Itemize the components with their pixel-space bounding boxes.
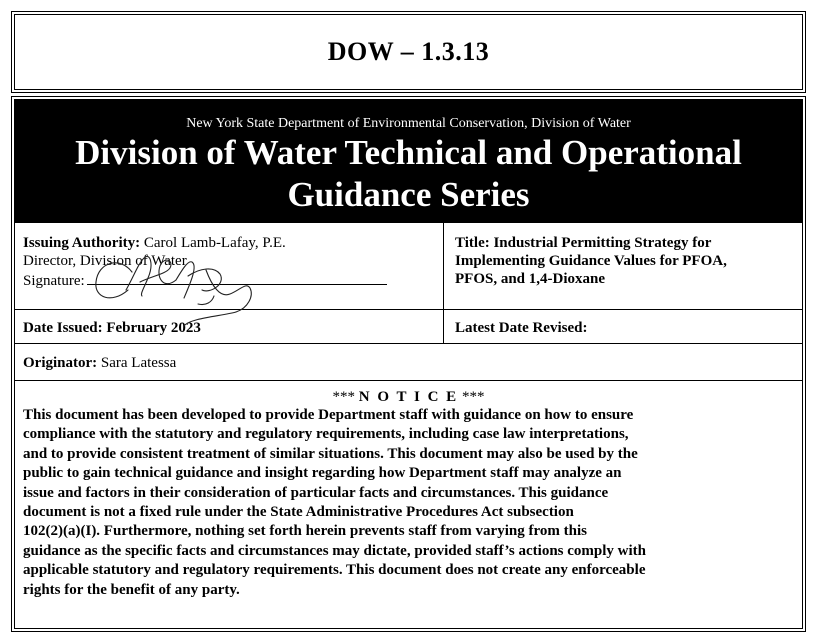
guidance-header-table — [11, 96, 806, 632]
title-line1: Title: Industrial Permitting Strategy for — [455, 235, 712, 251]
notice-section — [15, 380, 802, 628]
notice-line: public to gain technical guidance and insight regarding how Department staff may analyze an — [23, 465, 622, 482]
series-banner — [15, 100, 802, 223]
notice-line: guidance as the specific facts and circumstances may dictate, provided staff’s actions comply with — [23, 542, 647, 559]
notice-line: and to provide consistent treatment of similar situations. This document may also be used by the — [23, 445, 638, 462]
notice-word: N O T I C E — [358, 389, 459, 405]
notice-stars-left: *** — [332, 389, 356, 405]
title-line2: Implementing Guidance Values for PFOA, — [455, 253, 727, 269]
notice-body — [15, 406, 802, 600]
originator-label: Originator: — [23, 355, 98, 371]
originator-cell — [15, 344, 802, 380]
originator-row — [15, 343, 802, 380]
notice-line: applicable statutory and regulatory requirements. This document does not create any enforceable — [23, 562, 646, 579]
notice-stars-right: *** — [461, 389, 485, 405]
notice-line: rights for the benefit of any party. — [23, 581, 240, 598]
document-code: DOW – 1.3.13 — [327, 37, 490, 66]
notice-line: compliance with the statutory and regulatory requirements, including case law interpretations, — [23, 426, 629, 443]
title-cell — [444, 223, 802, 309]
handwritten-signature — [80, 246, 280, 330]
title-line3: PFOS, and 1,4-Dioxane — [455, 271, 606, 287]
series-title-line2: Guidance Series — [287, 175, 530, 214]
signature-label: Signature: — [23, 273, 85, 289]
latest-date-revised: Latest Date Revised: — [455, 320, 588, 336]
issuing-authority-name: Carol Lamb-Lafay, P.E. — [143, 235, 286, 251]
notice-line: issue and factors in their consideration of particular facts and circumstances. This guidance — [23, 484, 609, 501]
originator-name: Sara Latessa — [100, 355, 177, 371]
notice-line: 102(2)(a)(I). Furthermore, nothing set forth herein prevents staff from varying from this — [23, 523, 587, 540]
series-title-line1: Division of Water Technical and Operational — [75, 133, 742, 172]
issuing-authority-role: Director, Division of Water — [23, 253, 187, 269]
series-title — [15, 132, 802, 216]
notice-line: document is not a fixed rule under the State Administrative Procedures Act subsection — [23, 504, 574, 521]
notice-heading — [15, 389, 802, 406]
issuing-authority-label: Issuing Authority: — [23, 235, 141, 251]
date-issued: Date Issued: February 2023 — [23, 320, 201, 336]
notice-line: This document has been developed to provide Department staff with guidance on how to ensure — [23, 407, 634, 423]
document-code-box — [11, 11, 806, 93]
department-name: New York State Department of Environmental Conservation, Division of Water — [186, 116, 631, 131]
